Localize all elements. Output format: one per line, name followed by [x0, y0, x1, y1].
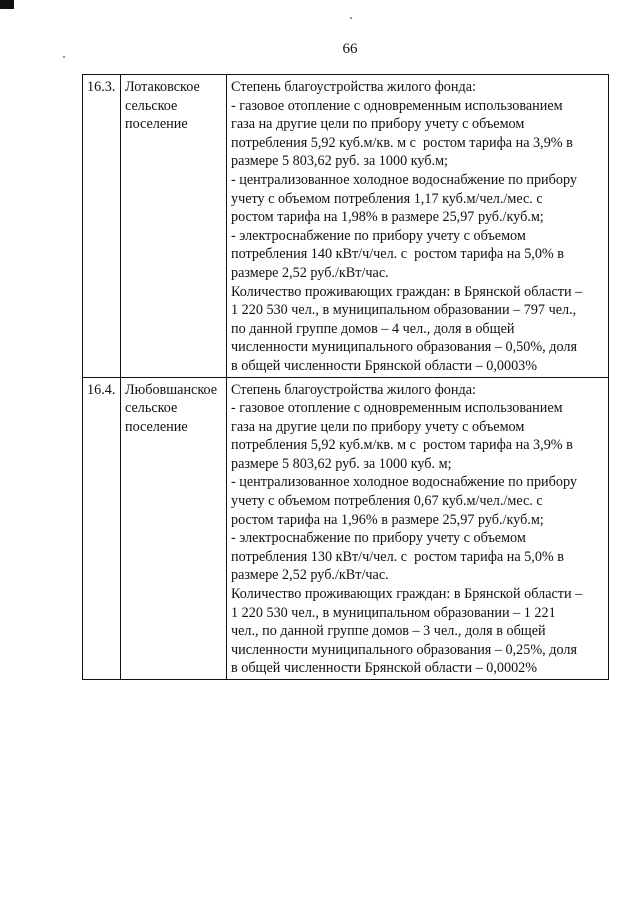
- description-line: - газовое отопление с одновременным использованием: [231, 97, 563, 114]
- description-line: учету с объемом потребления 0,67 куб.м/чел./мес. с: [231, 493, 543, 510]
- description-line: Степень благоустройства жилого фонда:: [231, 79, 476, 95]
- description-line: газа на другие цели по прибору учету с объемом: [231, 116, 525, 133]
- description-line: по данной группе домов – 4 чел., доля в общей: [231, 320, 515, 337]
- description-cell: [227, 377, 609, 680]
- page-number: 66: [342, 41, 358, 57]
- description-line: потребления 130 кВт/ч/чел. с ростом тарифа на 5,0% в: [231, 548, 564, 565]
- table-body: [83, 75, 609, 680]
- description-line: газа на другие цели по прибору учету с объемом: [231, 418, 525, 435]
- description-line: Количество проживающих граждан: в Брянской области –: [231, 586, 583, 603]
- settlement-name-line: сельское: [125, 97, 178, 114]
- description-line: - газовое отопление с одновременным использованием: [231, 400, 563, 417]
- description-line: потребления 5,92 куб.м/кв. м с ростом тарифа на 3,9% в: [231, 134, 573, 151]
- settlement-name-line: поселение: [125, 116, 188, 133]
- scan-speck: [350, 17, 352, 19]
- description-line: чел., по данной группе домов – 3 чел., доля в общей: [231, 623, 546, 640]
- description-line: ростом тарифа на 1,98% в размере 25,97 руб./куб.м;: [231, 209, 544, 226]
- description-line: 1 220 530 чел., в муниципальном образовании – 797 чел.,: [231, 302, 577, 319]
- row-number-cell: [83, 377, 121, 680]
- description-line: - электроснабжение по прибору учету с объемом: [231, 227, 526, 244]
- settlement-name-line: поселение: [125, 418, 188, 435]
- description-line: - централизованное холодное водоснабжение по прибору: [231, 474, 577, 491]
- description-line: учету с объемом потребления 1,17 куб.м/чел./мес. с: [231, 190, 543, 207]
- description-line: Количество проживающих граждан: в Брянской области –: [231, 283, 583, 300]
- description-line: потребления 5,92 куб.м/кв. м с ростом тарифа на 3,9% в: [231, 437, 573, 454]
- description-line: численности муниципального образования – 0,50%, доля: [231, 339, 577, 356]
- description-line: размере 5 803,62 руб. за 1000 куб. м;: [231, 455, 452, 472]
- description-line: размере 2,52 руб./кВт/час.: [231, 567, 389, 584]
- row-number-cell: [83, 75, 121, 378]
- description-line: - централизованное холодное водоснабжение по прибору: [231, 171, 577, 188]
- description-line: Степень благоустройства жилого фонда:: [231, 381, 476, 398]
- settlement-name-cell: [121, 75, 227, 378]
- description-line: - электроснабжение по прибору учету с объемом: [231, 530, 526, 547]
- table-row: [83, 377, 609, 680]
- description-line: 1 220 530 чел., в муниципальном образовании – 1 221: [231, 604, 556, 621]
- description-line: потребления 140 кВт/ч/чел. с ростом тарифа на 5,0% в: [231, 246, 564, 263]
- table-row: [83, 75, 609, 378]
- description-line: численности муниципального образования – 0,25%, доля: [231, 641, 577, 658]
- description-line: ростом тарифа на 1,96% в размере 25,97 руб./куб.м;: [231, 511, 544, 528]
- settlement-name-line: Любовшанское: [125, 381, 218, 398]
- description-line: в общей численности Брянской области – 0,0002%: [231, 660, 538, 677]
- description-line: размере 5 803,62 руб. за 1000 куб.м;: [231, 153, 448, 170]
- settlement-name-cell: [121, 377, 227, 680]
- settlement-name-line: Лотаковское: [125, 79, 200, 95]
- settlement-name-line: сельское: [125, 400, 178, 417]
- description-cell: [227, 75, 609, 378]
- row-number: 16.3.: [87, 79, 116, 95]
- scan-corner-mark: [0, 0, 14, 9]
- description-line: размере 2,52 руб./кВт/час.: [231, 264, 389, 281]
- row-number: 16.4.: [87, 381, 116, 398]
- settlements-table: [82, 74, 609, 680]
- description-line: в общей численности Брянской области – 0,0003%: [231, 357, 538, 374]
